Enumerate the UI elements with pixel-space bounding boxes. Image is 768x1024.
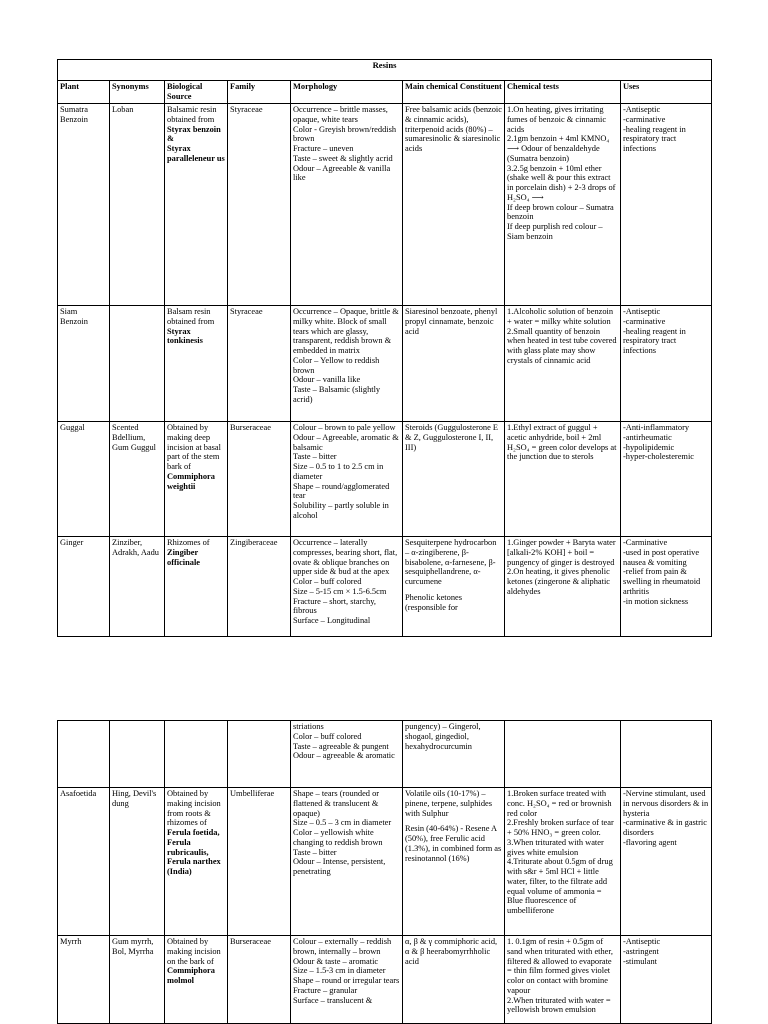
source-cell: Balsamic resin obtained from Styrax benzoin & Styrax paralleleneur us <box>165 104 228 306</box>
morphology-cell: Occurrence – Opaque, brittle & milky white. Block of small tears which are glassy, transparent, reddish brown & embedded in matrix Color – Yellow to reddish brown Odour – vanilla like Taste – Balsamic (slightly acrid) <box>291 306 403 422</box>
column-header: Chemical tests <box>505 81 621 104</box>
tests-cell: 1. 0.1gm of resin + 0.5gm of sand when triturated with ether, filtered & allowed to evaporate = thin film formed gives violet color on contact with bromine vapour 2.When triturated with water = yellowish brown emulsion <box>505 936 621 1024</box>
synonyms-cell: Zinziber, Adrakh, Aadu <box>110 537 165 637</box>
uses-cell: -Antiseptic -carminative -healing reagent in respiratory tract infections <box>621 104 712 306</box>
uses-cell <box>621 721 712 788</box>
synonyms-cell: Gum myrrh, Bol, Myrrha <box>110 936 165 1024</box>
plant-cell: Asafoetida <box>58 788 110 936</box>
source-cell: Obtained by making incision on the bark of Commiphora molmol <box>165 936 228 1024</box>
family-cell <box>228 721 291 788</box>
header-row <box>58 81 712 104</box>
uses-cell: -Antiseptic -carminative -healing reagent in respiratory tract infections <box>621 306 712 422</box>
table-row <box>58 788 712 936</box>
plant-cell: Guggal <box>58 422 110 537</box>
column-header: Plant <box>58 81 110 104</box>
source-cell: Obtained by making deep incision at basal part of the stem bark of Commiphora weightii <box>165 422 228 537</box>
tests-cell: 1.Ethyl extract of guggul + acetic anhydride, boil + 2ml H₂SO₄ = green color develops at the junction due to sterols <box>505 422 621 537</box>
uses-cell: -Carminative -used in post operative nausea & vomiting -relief from pain & swelling in rheumatoid arthritis -in motion sickness <box>621 537 712 637</box>
table-row <box>58 104 712 306</box>
tests-cell: 1.On heating, gives irritating fumes of benzoic & cinnamic acids 2.1gm benzoin + 4ml KMNO₄ ⟶ Odour of benzaldehyde (Sumatra benzoin) 3.2.5g benzoin + 10ml ether (shake well & pour this extract in porcelain dish) + 2-3 drops of H₂SO₄ ⟶ If deep brown colour – Sumatra benzoin If deep purplish red colour – Siam benzoin <box>505 104 621 306</box>
synonyms-cell: Loban <box>110 104 165 306</box>
source-cell: Rhizomes of Zingiber officinale <box>165 537 228 637</box>
uses-cell: -Antiseptic -astringent -stimulant <box>621 936 712 1024</box>
tests-cell: 1.Broken surface treated with conc. H₂SO₄ = red or brownish red color 2.Freshly broken surface of tear + 50% HNO₃ = green color. 3.When triturated with water gives white emulsion 4.Triturate about 0.5gm of drug with s&r + 5ml HCl + little water, filter, to the filtrate add equal volume of ammonia = Blue fluorescence of umbelliferone <box>505 788 621 936</box>
plant-cell: Ginger <box>58 537 110 637</box>
column-header: Main chemical Constituent <box>403 81 505 104</box>
morphology-cell: Occurrence – brittle masses, opaque, white tears Color - Greyish brown/reddish brown Fracture – uneven Taste – sweet & slightly acrid Odour – Agreeable & vanilla like <box>291 104 403 306</box>
morphology-cell: Shape – tears (rounded or flattened & translucent & opaque) Size – 0.5 – 3 cm in diameter Color – yellowish white changing to reddish brown Taste – bitter Odour – Intense, persistent, penetrating <box>291 788 403 936</box>
family-cell: Styraceae <box>228 306 291 422</box>
table-row <box>58 537 712 637</box>
synonyms-cell <box>110 721 165 788</box>
column-header: Synonyms <box>110 81 165 104</box>
table-row <box>58 422 712 537</box>
resins-table-page-1 <box>57 59 712 637</box>
resins-table-page-2 <box>57 720 712 1024</box>
plant-cell: Siam Benzoin <box>58 306 110 422</box>
family-cell: Burseraceae <box>228 422 291 537</box>
uses-cell: -Nervine stimulant, used in nervous disorders & in hysteria -carminative & in gastric disorders -flavoring agent <box>621 788 712 936</box>
table-row <box>58 306 712 422</box>
column-header: Uses <box>621 81 712 104</box>
source-cell: Balsam resin obtained from Styrax tonkinesis <box>165 306 228 422</box>
source-cell: Obtained by making incision from roots & rhizomes of Ferula foetida, Ferula rubricaulis, Ferula narthex (India) <box>165 788 228 936</box>
synonyms-cell <box>110 306 165 422</box>
family-cell: Styraceae <box>228 104 291 306</box>
morphology-cell: Occurrence – laterally compresses, bearing short, flat, ovate & oblique branches on upper side & bud at the apex Color – buff colored Size – 5-15 cm × 1.5-6.5cm Fracture – short, starchy, fibrous Surface – Longitudinal <box>291 537 403 637</box>
constituents-cell: Steroids (Guggulosterone E & Z, Guggulosterone I, II, III) <box>403 422 505 537</box>
constituents-cell: Free balsamic acids (benzoic & cinnamic acids), triterpenoid acids (80%) – sumaresinolic & siaresinolic acids <box>403 104 505 306</box>
plant-cell: Sumatra Benzoin <box>58 104 110 306</box>
plant-cell: Myrrh <box>58 936 110 1024</box>
column-header: Morphology <box>291 81 403 104</box>
family-cell: Burseraceae <box>228 936 291 1024</box>
uses-cell: -Anti-inflammatory -antirheumatic -hypolipidemic -hyper-cholesteremic <box>621 422 712 537</box>
morphology-cell: striations Color – buff colored Taste – agreeable & pungent Odour – agreeable & aromatic <box>291 721 403 788</box>
column-header: Biological Source <box>165 81 228 104</box>
table-row <box>58 936 712 1024</box>
table-row <box>58 721 712 788</box>
tests-cell <box>505 721 621 788</box>
family-cell: Zingiberaceae <box>228 537 291 637</box>
constituents-cell: α, β & γ commiphoric acid, α & β heerabomyrrhholic acid <box>403 936 505 1024</box>
morphology-cell: Colour – brown to pale yellow Odour – Agreeable, aromatic & balsamic Taste – bitter Size – 0.5 to 1 to 2.5 cm in diameter Shape – round/agglomerated tear Solubility – partly soluble in alcohol <box>291 422 403 537</box>
constituents-cell: Sesquiterpene hydrocarbon – α-zingiberene, β-bisabolene, α-farnesene, β-sesquiphellandrene, α-curcumene Phenolic ketones (responsible for <box>403 537 505 637</box>
morphology-cell: Colour – externally – reddish brown, internally – brown Odour & taste – aromatic Size – 1.5-3 cm in diameter Shape – round or irregular tears Fracture – granular Surface – translucent & <box>291 936 403 1024</box>
synonyms-cell: Hing, Devil's dung <box>110 788 165 936</box>
tests-cell: 1.Alcoholic solution of benzoin + water = milky white solution 2.Small quantity of benzoin when heated in test tube covered with glass plate may show crystals of cinnamic acid <box>505 306 621 422</box>
column-header: Family <box>228 81 291 104</box>
synonyms-cell: Scented Bdellium, Gum Guggul <box>110 422 165 537</box>
source-cell <box>165 721 228 788</box>
constituents-cell: Volatile oils (10-17%) – pinene, terpene, sulphides with Sulphur Resin (40-64%) - Resene A (50%), free Ferulic acid (1.3%), in combined form as resinotannol (16%) <box>403 788 505 936</box>
table-title: Resins <box>58 60 712 81</box>
family-cell: Umbelliferae <box>228 788 291 936</box>
plant-cell <box>58 721 110 788</box>
tests-cell: 1.Ginger powder + Baryta water [alkali-2% KOH] + boil = pungency of ginger is destroyed 2.On heating, it gives phenolic ketones (zingerone & aliphatic aldehydes <box>505 537 621 637</box>
constituents-cell: pungency) – Gingerol, shogaol, gingediol, hexahydrocurcumin <box>403 721 505 788</box>
constituents-cell: Siaresinol benzoate, phenyl propyl cinnamate, benzoic acid <box>403 306 505 422</box>
